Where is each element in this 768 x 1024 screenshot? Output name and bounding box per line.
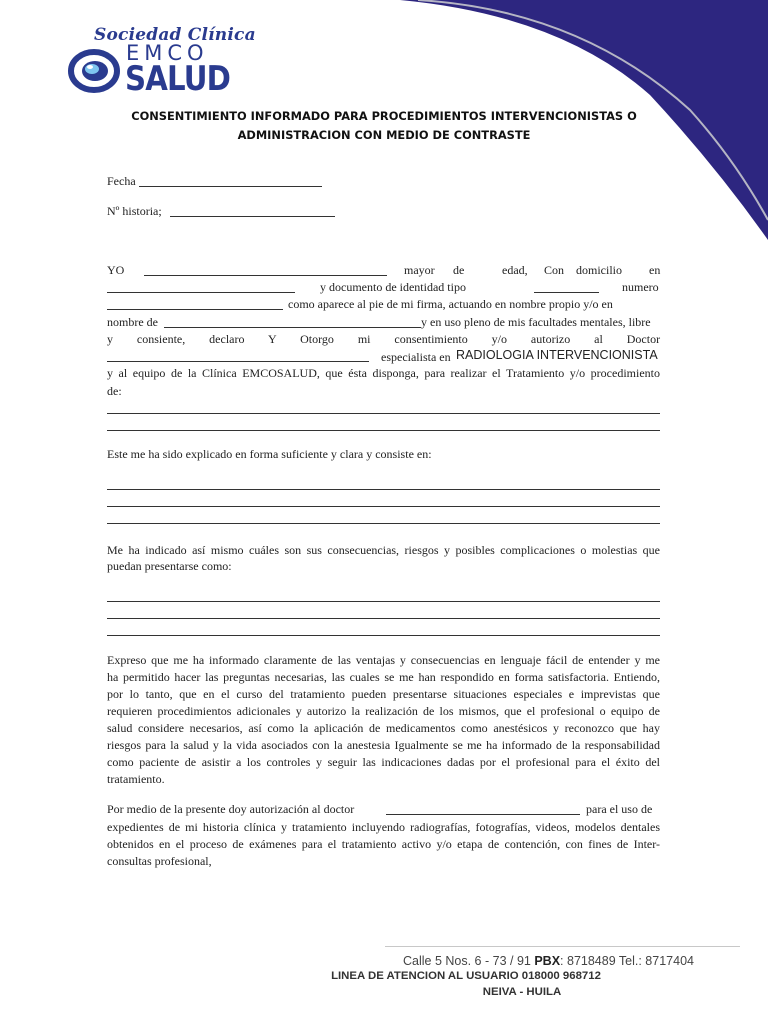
de-label: de: [453, 263, 465, 277]
como-aparece-text: como aparece al pie de mi firma, actuando en nombre propio y/o en: [288, 297, 613, 311]
uso-pleno-text: y en uso pleno de mis facultades mentales, libre: [421, 315, 651, 329]
logo-wordmark-emco: EMCO: [126, 41, 209, 65]
expreso-line-2: ha permitido hacer las preguntas necesarias, las cuales se me han respondido en forma satisfactoria. Entiendo,: [107, 670, 660, 684]
consecuencias-field-2[interactable]: [107, 618, 660, 619]
footer-pbx-label: PBX: [534, 954, 561, 968]
en-label: en: [649, 263, 661, 277]
autorizacion-line-2: expedientes de mi historia clínica y tratamiento incluyendo radiografías, fotografías, videos, modelos dentales: [107, 820, 660, 834]
autorizacion-line-3: obtenidos en el proceso de exámenes para el tratamiento activo y/o etapa de contención, con fines de Inter-: [107, 837, 660, 851]
explicado-text: Este me ha sido explicado en forma suficiente y clara y consiste en:: [107, 447, 432, 461]
expreso-line-3: por lo tanto, que en el curso del tratamiento pueden presentarse situaciones especiales e imprevistas que: [107, 687, 660, 701]
explicacion-field-2[interactable]: [107, 506, 660, 507]
consentimiento-line: y consiente, declaro Y Otorgo mi consentimiento y/o autorizo al Doctor: [107, 332, 661, 346]
explicacion-field-3[interactable]: [107, 523, 660, 524]
expreso-line-1: Expreso que me ha informado claramente de las ventajas y consecuencias en lenguaje fácil de entender y me: [107, 653, 660, 667]
edad-label: edad,: [502, 263, 528, 277]
yo-label: YO: [107, 263, 125, 277]
footer-tel: Tel.: 8717404: [618, 954, 694, 968]
logo-wordmark-salud: SALUD: [125, 59, 231, 99]
autorizacion-line-4: consultas profesional,: [107, 854, 212, 868]
historia-field[interactable]: [170, 216, 335, 217]
historia-label: Nº historia;: [107, 204, 162, 218]
footer-divider: [385, 946, 740, 947]
footer-city: NEIVA - HUILA: [482, 986, 562, 998]
expreso-line-7: como paciente de asistir a los controles y seguir las indicaciones dadas por el profesional para el éxito del: [107, 755, 660, 769]
document-title-line-1: CONSENTIMIENTO INFORMADO PARA PROCEDIMIENTOS INTERVENCIONISTAS O: [131, 109, 637, 123]
domicilio-label: domicilio: [576, 263, 622, 277]
representante-field[interactable]: [164, 327, 421, 328]
especialidad-text: RADIOLOGIA INTERVENCIONISTA: [456, 348, 658, 362]
consecuencias-line-1: Me ha indicado así mismo cuáles son sus consecuencias, riesgos y posibles complicaciones o molestias que: [107, 543, 660, 557]
equipo-text: y al equipo de la Clínica EMCOSALUD, que ésta disponga, para realizar el Tratamiento y/o procedimiento: [107, 366, 660, 380]
footer-pbx: : 8718489: [560, 954, 616, 968]
expreso-line-5: salud considere necesarios, así como la aplicación de medicamentos como anestésicos y reconozco que hay: [107, 721, 660, 735]
tipo-documento-field[interactable]: [534, 292, 599, 293]
logo-swirl-icon: [68, 44, 124, 100]
consecuencias-field-1[interactable]: [107, 601, 660, 602]
autorizacion-label: Por medio de la presente doy autorización al doctor: [107, 802, 355, 816]
autorizacion-doctor-field[interactable]: [386, 814, 580, 815]
fecha-field[interactable]: [139, 186, 322, 187]
procedimiento-field-2[interactable]: [107, 430, 660, 431]
expreso-line-4: requieren procedimientos adicionales y autorizo la realización de los mismos, que el profesional o equipo de: [107, 704, 660, 718]
footer-linea-atencion: LINEA DE ATENCION AL USUARIO 018000 968712: [331, 970, 601, 982]
explicacion-field-1[interactable]: [107, 489, 660, 490]
nombre-de-label: nombre de: [107, 315, 158, 329]
numero-documento-field[interactable]: [107, 309, 283, 310]
autorizacion-uso-label: para el uso de: [586, 802, 653, 816]
consecuencias-line-2: puedan presentarse como:: [107, 559, 232, 573]
document-title-line-2: ADMINISTRACION CON MEDIO DE CONTRASTE: [237, 128, 531, 142]
emcosalud-logo: [68, 24, 256, 104]
especialista-label: especialista en: [381, 350, 451, 364]
mayor-label: mayor: [404, 263, 435, 277]
doctor-field[interactable]: [107, 361, 369, 362]
numero-label: numero: [622, 280, 659, 294]
con-label: Con: [544, 263, 565, 277]
consecuencias-field-3[interactable]: [107, 635, 660, 636]
logo-tagline: Sociedad Clínica: [94, 25, 256, 45]
documento-label: y documento de identidad tipo: [320, 280, 466, 294]
fecha-label: Fecha: [107, 174, 136, 188]
expreso-line-6: riesgos para la salud y la vida asociados con la anestesia Igualmente se me ha informado de la responsabilidad: [107, 738, 660, 752]
patient-name-field[interactable]: [144, 275, 387, 276]
procedimiento-field-1[interactable]: [107, 413, 660, 414]
domicilio-field[interactable]: [107, 292, 295, 293]
de-colon-label: de:: [107, 384, 122, 398]
footer-street: Calle 5 Nos. 6 - 73 / 91: [403, 954, 531, 968]
expreso-line-8: tratamiento.: [107, 772, 165, 786]
footer-address: [403, 954, 694, 968]
